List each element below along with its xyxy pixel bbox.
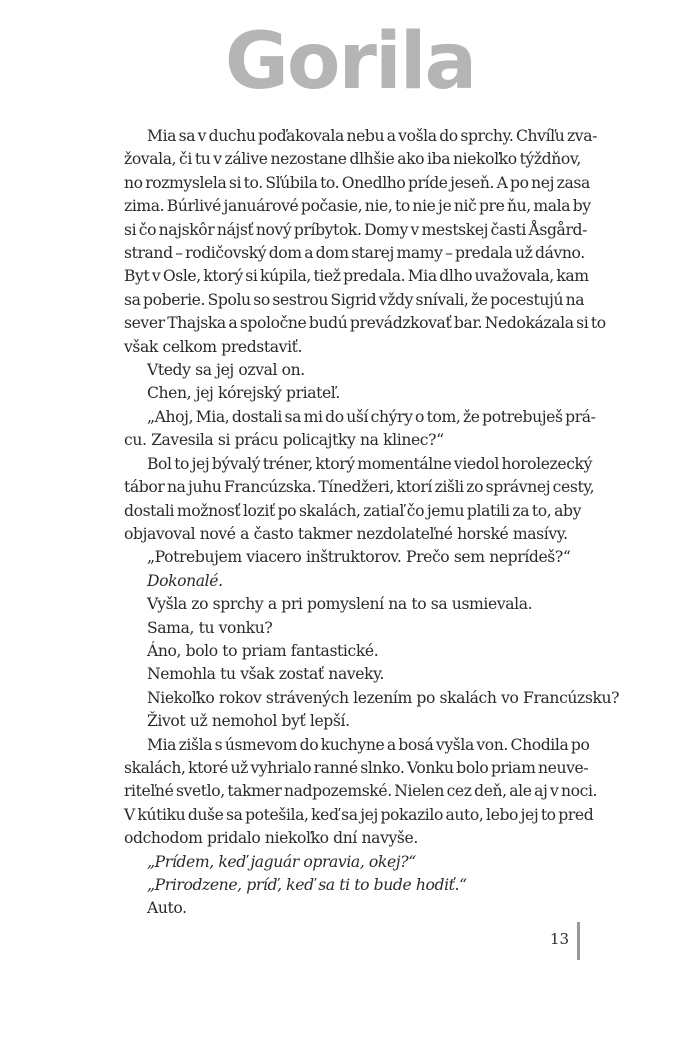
text-line-content: objavoval nové a často takmer nezdolateľné horské masívy. (124, 524, 568, 543)
text-line (124, 148, 581, 171)
text-line-content: riteľné svetlo, takmer nadpozemské. Nielen cez deň, ale aj v noci. (124, 782, 598, 801)
text-line (124, 874, 581, 897)
text-line (124, 289, 585, 312)
text-line (124, 125, 597, 148)
text-line (124, 640, 581, 663)
text-line (124, 757, 589, 780)
text-line-content: „Ahoj, Mia, dostali sa mi do uší chýry o tom, že potrebuješ prá- (147, 407, 596, 426)
text-line-content: Sama, tu vonku? (147, 618, 273, 637)
text-line (124, 851, 581, 874)
text-line-content: cu. Zavesila si prácu policajtky na klinec?“ (124, 431, 444, 450)
text-line (124, 593, 581, 616)
page-number-bar (577, 922, 580, 960)
text-line (124, 382, 581, 405)
text-line (124, 780, 598, 803)
text-line (124, 453, 592, 476)
text-line-content: sa poberie. Spolu so sestrou Sigrid vždy snívali, že pocestujú na (124, 290, 585, 309)
text-line (124, 312, 606, 335)
text-line-content: Niekoľko rokov strávených lezením po skalách vo Francúzsku? (147, 688, 620, 707)
page-number: 13 (550, 930, 570, 948)
text-line-content: si čo najskôr nájsť nový príbytok. Domy v mestskej časti Åsgård- (124, 220, 587, 239)
text-line (124, 336, 581, 359)
text-line (124, 523, 581, 546)
text-line (124, 710, 581, 733)
text-line (124, 172, 590, 195)
text-line-content: Nemohla tu však zostať naveky. (147, 665, 385, 684)
text-line (124, 663, 581, 686)
text-line-content: Mia zišla s úsmevom do kuchyne a bosá vyšla von. Chodila po (147, 735, 590, 754)
text-line-content: V kútiku duše sa potešila, keď sa jej pokazilo auto, lebo jej to pred (124, 805, 594, 824)
text-line-content: Dokonalé. (147, 571, 223, 590)
text-line-content: žovala, či tu v zálive nezostane dlhšie ako iba niekoľko týždňov, (124, 150, 581, 169)
text-line-content: sever Thajska a spoločne budú prevádzkovať bar. Nedokázala si to (124, 314, 606, 333)
text-line (124, 827, 581, 850)
text-line (124, 897, 581, 920)
body-text (124, 125, 620, 921)
text-line (124, 265, 589, 288)
text-line-content: „Potrebujem viacero inštruktorov. Prečo sem neprídeš?“ (147, 548, 571, 567)
watermark-logo: Gorila (224, 17, 476, 107)
text-line (124, 219, 587, 242)
text-line (124, 195, 591, 218)
text-line-content: odchodom pridalo niekoľko dní navyše. (124, 829, 418, 848)
text-line (124, 500, 581, 523)
text-line (124, 617, 581, 640)
text-line (124, 242, 585, 265)
text-line-content: však celkom predstaviť. (124, 337, 303, 356)
text-line-content: dostali možnosť loziť po skalách, zatiaľ čo jemu platili za to, aby (124, 501, 581, 520)
text-line-content: Vyšla zo sprchy a pri pomyslení na to sa usmievala. (147, 595, 533, 614)
text-line (124, 476, 595, 499)
text-line-content: Chen, jej kórejský priateľ. (147, 384, 340, 403)
text-line-content: no rozmyslela si to. Sľúbila to. Onedlho príde jeseň. A po nej zasa (124, 173, 590, 192)
text-line-content: strand – rodičovský dom a dom starej mamy – predala už dávno. (124, 244, 585, 263)
text-line-content: skalách, ktoré už vyhrialo ranné slnko. Vonku bolo priam neuve- (124, 758, 589, 777)
text-line (124, 406, 596, 429)
text-line-content: Auto. (147, 899, 187, 918)
text-line (124, 429, 581, 452)
text-line-content: „Prídem, keď jaguár opravia, okej?“ (147, 852, 416, 871)
text-line-content: Vtedy sa jej ozval on. (147, 361, 305, 380)
text-line-content: tábor na juhu Francúzska. Tínedžeri, ktorí zišli zo správnej cesty, (124, 478, 595, 497)
text-line (124, 804, 594, 827)
text-line-content: „Prirodzene, príď, keď sa ti to bude hodiť.“ (147, 876, 467, 894)
text-line (124, 359, 581, 382)
text-line (124, 687, 620, 710)
text-line-content: Bol to jej bývalý tréner, ktorý momentálne viedol horolezecký (147, 454, 592, 473)
text-line (124, 734, 590, 757)
text-line-content: zima. Búrlivé januárové počasie, nie, to nie je nič pre ňu, mala by (124, 197, 591, 216)
text-line-content: Život už nemohol byť lepší. (147, 712, 350, 731)
text-line-content: Mia sa v duchu poďakovala nebu a vošla do sprchy. Chvíľu zva- (147, 127, 597, 145)
text-line-content: Byt v Osle, ktorý si kúpila, tiež predala. Mia dlho uvažovala, kam (124, 267, 589, 286)
text-line (124, 570, 581, 593)
text-line-content: Áno, bolo to priam fantastické. (147, 641, 379, 660)
text-line (124, 546, 581, 569)
